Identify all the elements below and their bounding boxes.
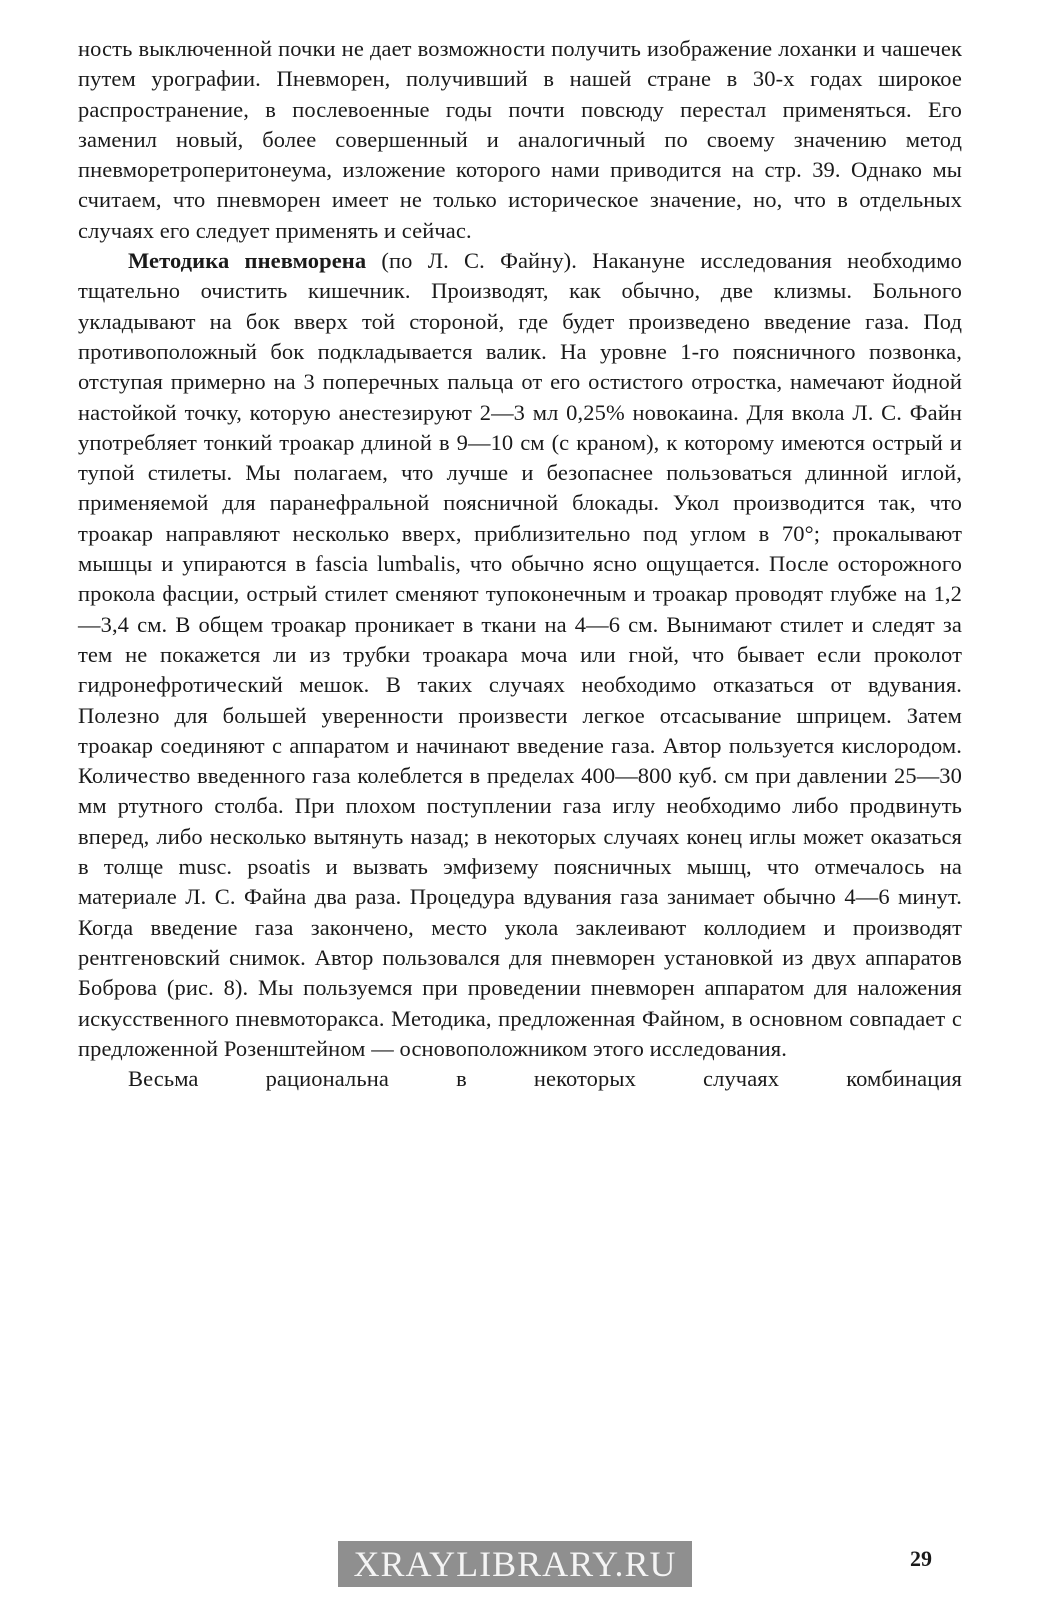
paragraph-method <box>78 246 962 1064</box>
site-watermark: XRAYLIBRARY.RU <box>338 1541 692 1587</box>
paragraph-text: Весьма рациональна в некоторых случаях комбинация <box>128 1066 962 1092</box>
paragraph-final <box>78 1064 962 1094</box>
paragraph-text: (по Л. С. Файну). Накануне исследования необходимо тщательно очистить кишечник. Производят, как обычно, две клизмы. Больного укладывают на бок вверх той стороной, где будет произведено введение газа. Под противоположный бок подкладывается валик. На уровне 1-го поясничного позвонка, отступая примерно на 3 поперечных пальца от его остистого отростка, намечают йодной настойкой точку, которую анестезируют 2—3 мл 0,25% новокаина. Для вкола Л. С. Файн употребляет тонкий троакар длиной в 9—10 см (с краном), к которому имеются острый и тупой стилеты. Мы полагаем, что лучше и безопаснее пользоваться длинной иглой, применяемой для паранефральной поясничной блокады. Укол производится так, что троакар направляют несколько вверх, приблизительно под углом в 70°; прокалывают мышцы и упираются в fascia lumbalis, что обычно ясно ощущается. После осторожного прокола фасции, острый стилет сменяют тупоконечным и троакар проводят глубже на 1,2—3,4 см. В общем троакар проникает в ткани на 4—6 см. Вынимают стилет и следят за тем не покажется ли из трубки троакара моча или гной, что бывает если проколот гидронефротический мешок. В таких случаях необходимо отказаться от вдувания. Полезно для большей уверенности произвести легкое отсасывание шприцем. Затем троакар соединяют с аппаратом и начинают введение газа. Автор пользуется кислородом. Количество введенного газа колеблется в пределах 400—800 куб. см при давлении 25—30 мм ртутного столба. При плохом поступлении газа иглу необходимо либо продвинуть вперед, либо несколько вытянуть назад; в некоторых случаях конец иглы может оказаться в толще musc. psoatis и вызвать эмфизему поясничных мышц, что отмечалось на материале Л. С. Файна два раза. Процедура вдувания газа занимает обычно 4—6 минут. Когда введение газа закончено, место укола заклеивают коллодием и производят рентгеновский снимок. Автор пользовался для пневморен установкой из двух аппаратов Боброва (рис. 8). Мы пользуемся при проведении пневморен аппаратом для наложения искусственного пневмоторакса. Методика, предложенная Файном, в основном совпадает с предложенной Розенштейном — основоположником этого исследования. <box>78 248 962 1061</box>
page-number: 29 <box>910 1546 932 1571</box>
method-heading: Методика пневморена <box>128 248 367 274</box>
body-text <box>78 34 962 1094</box>
paragraph-continuation <box>78 34 962 246</box>
paragraph-text: ность выключенной почки не дает возможности получить изображение лоханки и чашечек путем урографии. Пневморен, получивший в нашей стране в 30-х годах широкое распространение, в послевоенные годы почти повсюду перестал применяться. Его заменил новый, более совершенный и аналогичный по своему значению метод пневморетроперитонеума, изложение которого нами приводится на стр. 39. Однако мы считаем, что пневморен имеет не только историческое значение, но, что в отдельных случаях его следует применять и сейчас. <box>78 36 962 243</box>
